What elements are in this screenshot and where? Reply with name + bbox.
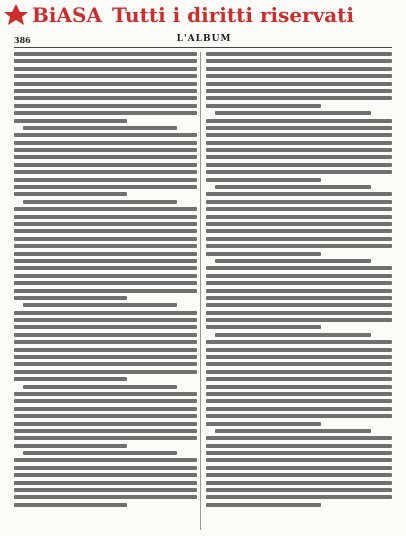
text-line [206,399,392,403]
text-line [14,444,127,448]
text-line [14,207,197,211]
text-line [206,96,392,100]
text-line [206,318,392,322]
text-line [14,399,197,403]
text-line [206,252,321,256]
text-line [23,303,177,307]
text-line [206,458,392,462]
text-line [14,141,197,145]
text-line [23,200,177,204]
text-line [206,178,321,182]
text-line [14,436,197,440]
text-line [206,422,321,426]
text-line [215,111,371,115]
text-line [14,311,197,315]
text-line [14,148,197,152]
text-line [206,311,392,315]
column-divider [200,52,201,530]
text-line [14,348,197,352]
text-line [206,74,392,78]
text-line [206,325,321,329]
text-line [206,266,392,270]
text-line [14,96,197,100]
text-line [14,281,197,285]
text-line [206,466,392,470]
text-line [14,495,197,499]
text-line [14,296,127,300]
text-line [206,340,392,344]
text-line [23,126,177,130]
text-line [14,325,197,329]
text-line [206,414,392,418]
watermark-banner [0,0,406,34]
text-line [206,163,392,167]
text-line [14,318,197,322]
text-line [206,148,392,152]
text-line [215,429,371,433]
text-line [14,192,127,196]
page-number: 386 [14,35,31,45]
text-line [14,355,197,359]
text-line [14,237,197,241]
text-line [14,289,197,293]
text-line [14,229,197,233]
text-line [206,303,392,307]
text-line [206,362,392,366]
text-line [206,481,392,485]
text-line [215,185,371,189]
page-header [14,34,392,48]
text-line [206,444,392,448]
text-line [206,244,392,248]
text-line [206,126,392,130]
text-line [14,52,197,56]
text-line [206,52,392,56]
text-line [215,259,371,263]
svg-text:BiASA: BiASA [32,3,102,27]
text-line [14,429,197,433]
text-line [14,422,197,426]
text-line [206,200,392,204]
text-line [206,67,392,71]
text-line [14,340,197,344]
text-line [206,296,392,300]
text-line [14,488,197,492]
text-line [14,104,197,108]
right-text-column [206,52,392,530]
text-line [206,355,392,359]
text-line [206,170,392,174]
text-line [206,141,392,145]
text-line [14,458,197,462]
text-line [206,289,392,293]
text-line [14,59,197,63]
text-line [206,155,392,159]
text-line [206,488,392,492]
text-line [206,59,392,63]
text-line [14,244,197,248]
text-line [206,370,392,374]
text-line [14,466,197,470]
text-line [14,119,127,123]
running-head: L'ALBUM [176,34,232,44]
text-line [14,392,197,396]
text-line [206,348,392,352]
text-line [14,170,197,174]
svg-text:Tutti i diritti riservati: Tutti i diritti riservati [112,3,355,27]
text-line [14,333,197,337]
text-line [14,362,197,366]
text-line [206,436,392,440]
text-line [14,133,197,137]
text-line [23,385,177,389]
text-line [14,178,197,182]
text-line [206,192,392,196]
watermark-graphic [0,0,406,34]
text-line [14,503,127,507]
text-line [206,377,392,381]
text-line [14,481,197,485]
text-line [14,377,127,381]
text-line [14,89,197,93]
text-line [14,407,197,411]
text-line [14,274,197,278]
text-line [206,222,392,226]
text-line [14,185,197,189]
text-line [14,155,197,159]
text-line [215,333,371,337]
text-line [206,451,392,455]
text-line [14,215,197,219]
text-line [14,111,197,115]
text-line [206,229,392,233]
text-line [206,473,392,477]
text-line [206,104,321,108]
text-line [23,451,177,455]
text-line [206,385,392,389]
text-line [14,82,197,86]
text-line [206,274,392,278]
text-line [206,119,392,123]
text-line [206,89,392,93]
text-line [206,237,392,241]
text-line [14,67,197,71]
text-line [206,207,392,211]
text-line [14,259,197,263]
text-line [14,370,197,374]
text-line [14,222,197,226]
text-line [206,215,392,219]
text-line [206,495,392,499]
text-line [206,133,392,137]
text-line [206,503,321,507]
text-line [14,473,197,477]
text-line [14,74,197,78]
text-line [206,281,392,285]
text-line [14,266,197,270]
text-line [206,392,392,396]
text-line [14,163,197,167]
text-line [14,252,197,256]
text-line [206,82,392,86]
text-line [14,414,197,418]
left-text-column [14,52,197,530]
text-line [206,407,392,411]
